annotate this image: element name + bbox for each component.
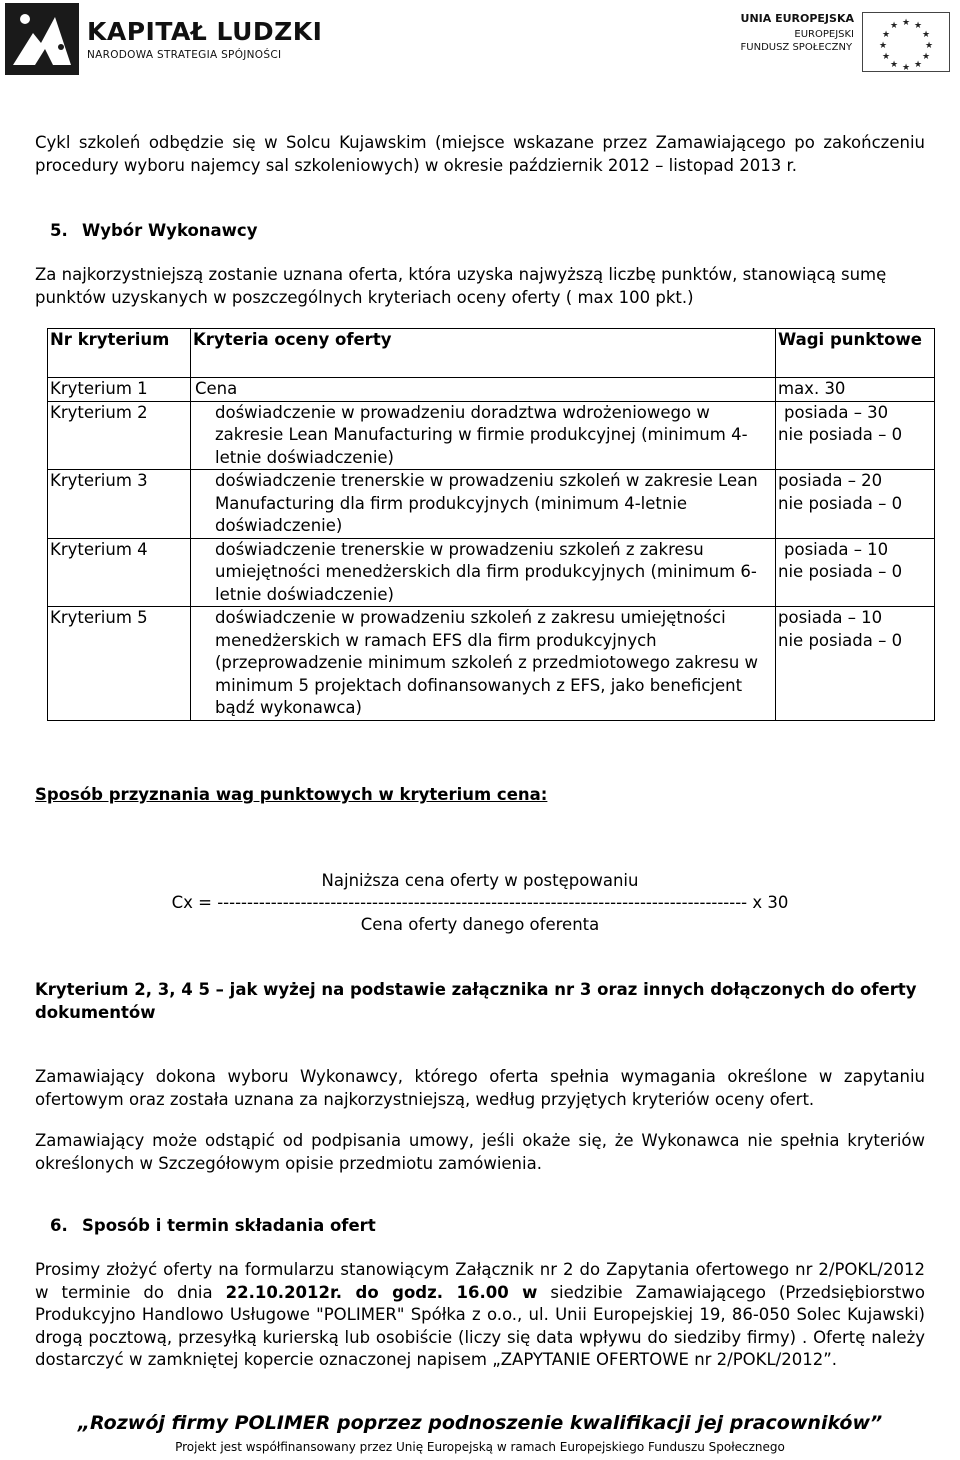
table-row bbox=[48, 378, 935, 402]
row-desc: Cena bbox=[191, 378, 776, 402]
svg-text:★: ★ bbox=[921, 52, 931, 62]
kapital-ludzki-subtitle: NARODOWA STRATEGIA SPÓJNOŚCI bbox=[87, 48, 282, 61]
row-weight-2: nie posiada – 0 bbox=[778, 493, 903, 513]
intro-paragraph: Cykl szkoleń odbędzie się w Solcu Kujawskim (miejsce wskazane przez Zamawiającego po zakończeniu procedury wyboru najemcy sal szkoleniowych) w okresie październik 2012 – listopad 2013 r. bbox=[35, 133, 925, 175]
choice-paragraph: Zamawiający dokona wyboru Wykonawcy, którego oferta spełnia wymagania określone w zapytaniu ofertowym oraz została uznana za najkorzystniejszą, według przyjętych kryteriów oceny ofert. bbox=[35, 1067, 925, 1109]
withdraw-paragraph: Zamawiający może odstąpić od podpisania umowy, jeśli okaże się, że Wykonawca nie spełnia kryteriów określonych w Szczegółowym opisie przedmiotu zamówienia. bbox=[35, 1131, 925, 1173]
row-weight bbox=[776, 538, 935, 607]
svg-text:★: ★ bbox=[881, 52, 891, 62]
svg-text:★: ★ bbox=[889, 60, 899, 70]
svg-text:★: ★ bbox=[913, 60, 923, 70]
kapital-ludzki-logo bbox=[5, 3, 322, 75]
row-weight bbox=[776, 470, 935, 539]
row-weight bbox=[776, 401, 935, 470]
table-row bbox=[48, 401, 935, 470]
svg-text:★: ★ bbox=[881, 30, 891, 40]
header-weights: Wagi punktowe bbox=[776, 329, 935, 378]
eu-logo-line1: UNIA EUROPEJSKA bbox=[740, 12, 854, 25]
submission-paragraph bbox=[35, 1259, 925, 1372]
submission-part2: siedzibie Zamawiającego (Przedsiębiorstwo Produkcyjno Handlowo Usługowe "POLIMER" Spółka z o.o., ul. Unii Europejskiej 19, 86-050 Solec Kujawski) drogą pocztową, przesyłką kurierską lub osobiście (liczy się data wpływu do siedziby firmy) . Ofertę należy dostarczyć w zamkniętej kopercie oznaczonej napisem „ZAPYTANIE OFERTOWE nr 2/POKL/2012”. bbox=[35, 1282, 925, 1369]
row-desc: doświadczenie trenerskie w prowadzeniu szkoleń w zakresie Lean Manufacturing dla firm produkcyjnych (minimum 4-letnie doświadczenie) bbox=[191, 470, 776, 539]
section-5-number: 5. bbox=[50, 221, 68, 240]
kapital-ludzki-title: KAPITAŁ LUDZKI bbox=[87, 16, 323, 46]
row-nr: Kryterium 1 bbox=[48, 378, 191, 402]
criteria-table-header-row bbox=[48, 329, 935, 378]
row-nr: Kryterium 3 bbox=[48, 470, 191, 539]
row-weight-2: nie posiada – 0 bbox=[778, 562, 903, 581]
selection-paragraph: Za najkorzystniejszą zostanie uznana oferta, która uzyska najwyższą liczbę punktów, stanowiącą sumę punktów uzyskanych w poszczególnych kryteriach oceny oferty ( max 100 pkt.) bbox=[35, 265, 887, 307]
row-weight-1: posiada – 10 bbox=[784, 539, 889, 559]
svg-text:★: ★ bbox=[921, 30, 931, 40]
header-nr: Nr kryterium bbox=[48, 329, 191, 378]
section-5-title: Wybór Wykonawcy bbox=[82, 221, 258, 240]
svg-text:★: ★ bbox=[889, 21, 899, 31]
formula-denominator: Cena oferty danego oferenta bbox=[360, 915, 600, 934]
row-weight-2: nie posiada – 0 bbox=[778, 425, 903, 444]
row-desc: doświadczenie w prowadzeniu doradztwa wdrożeniowego w zakresie Lean Manufacturing w firmie produkcyjnej (minimum 4-letnie doświadczenie) bbox=[191, 401, 776, 470]
section-6-heading bbox=[50, 1216, 376, 1235]
criteria-table bbox=[47, 328, 935, 721]
criteria-note: Kryterium 2, 3, 4 5 – jak wyżej na podstawie załącznika nr 3 oraz innych dołączonych do oferty dokumentów bbox=[35, 980, 917, 1022]
eu-logo bbox=[741, 12, 950, 72]
table-row bbox=[48, 538, 935, 607]
kapital-ludzki-emblem-icon bbox=[5, 3, 79, 75]
submission-part1: Prosimy złożyć oferty na formularzu stanowiącym Załącznik nr 2 do Zapytania ofertowego nr 2/POKL/2012 w terminie do dnia bbox=[35, 1260, 925, 1302]
svg-text:★: ★ bbox=[913, 21, 923, 31]
svg-text:★: ★ bbox=[878, 41, 888, 51]
row-weight bbox=[776, 607, 935, 721]
document-header bbox=[0, 0, 960, 80]
formula-line: Cx = ----------------------------------------------------------------------------------------- x 30 bbox=[171, 893, 789, 912]
row-nr: Kryterium 5 bbox=[48, 607, 191, 721]
row-nr: Kryterium 2 bbox=[48, 401, 191, 470]
header-criteria: Kryteria oceny oferty bbox=[191, 329, 776, 378]
footer-slogan: „Rozwój firmy POLIMER poprzez podnoszenie kwalifikacji jej pracowników” bbox=[77, 1412, 883, 1434]
table-row bbox=[48, 470, 935, 539]
eu-logo-line3: FUNDUSZ SPOŁECZNY bbox=[740, 42, 853, 53]
submission-deadline: 22.10.2012r. do godz. 16.00 w bbox=[225, 1282, 538, 1302]
weights-heading: Sposób przyznania wag punktowych w kryterium cena: bbox=[35, 785, 548, 804]
section-5-heading bbox=[50, 221, 257, 240]
row-weight-1: posiada – 30 bbox=[784, 402, 889, 422]
table-row bbox=[48, 607, 935, 721]
formula-numerator: Najniższa cena oferty w postępowaniu bbox=[321, 871, 639, 890]
row-desc: doświadczenie w prowadzeniu szkoleń z zakresu umiejętności menedżerskich w ramach EFS dla firm produkcyjnych (przeprowadzenie minimum szkoleń z przedmiotowego zakresu w minimum 5 projektach dofinansowanych z EFS, jako beneficjent bądź wykonawca) bbox=[191, 607, 776, 721]
svg-text:★: ★ bbox=[901, 18, 911, 28]
svg-text:★: ★ bbox=[901, 63, 911, 72]
eu-flag-icon bbox=[862, 12, 950, 72]
footer-note: Projekt jest współfinansowany przez Unię Europejską w ramach Europejskiego Funduszu Społecznego bbox=[175, 1440, 785, 1454]
section-6-number: 6. bbox=[50, 1216, 68, 1235]
section-6-title: Sposób i termin składania ofert bbox=[82, 1216, 376, 1235]
row-weight-1: posiada – 20 bbox=[778, 471, 883, 490]
row-weight-1: posiada – 10 bbox=[778, 608, 883, 627]
svg-text:★: ★ bbox=[924, 41, 934, 51]
row-desc: doświadczenie trenerskie w prowadzeniu szkoleń z zakresu umiejętności menedżerskich dla firm produkcyjnych (minimum 6-letnie doświadczenie) bbox=[191, 538, 776, 607]
row-weight bbox=[776, 378, 935, 402]
eu-logo-line2: EUROPEJSKI bbox=[794, 29, 854, 40]
row-nr: Kryterium 4 bbox=[48, 538, 191, 607]
row-weight-1: max. 30 bbox=[778, 379, 846, 398]
row-weight-2: nie posiada – 0 bbox=[778, 630, 903, 650]
